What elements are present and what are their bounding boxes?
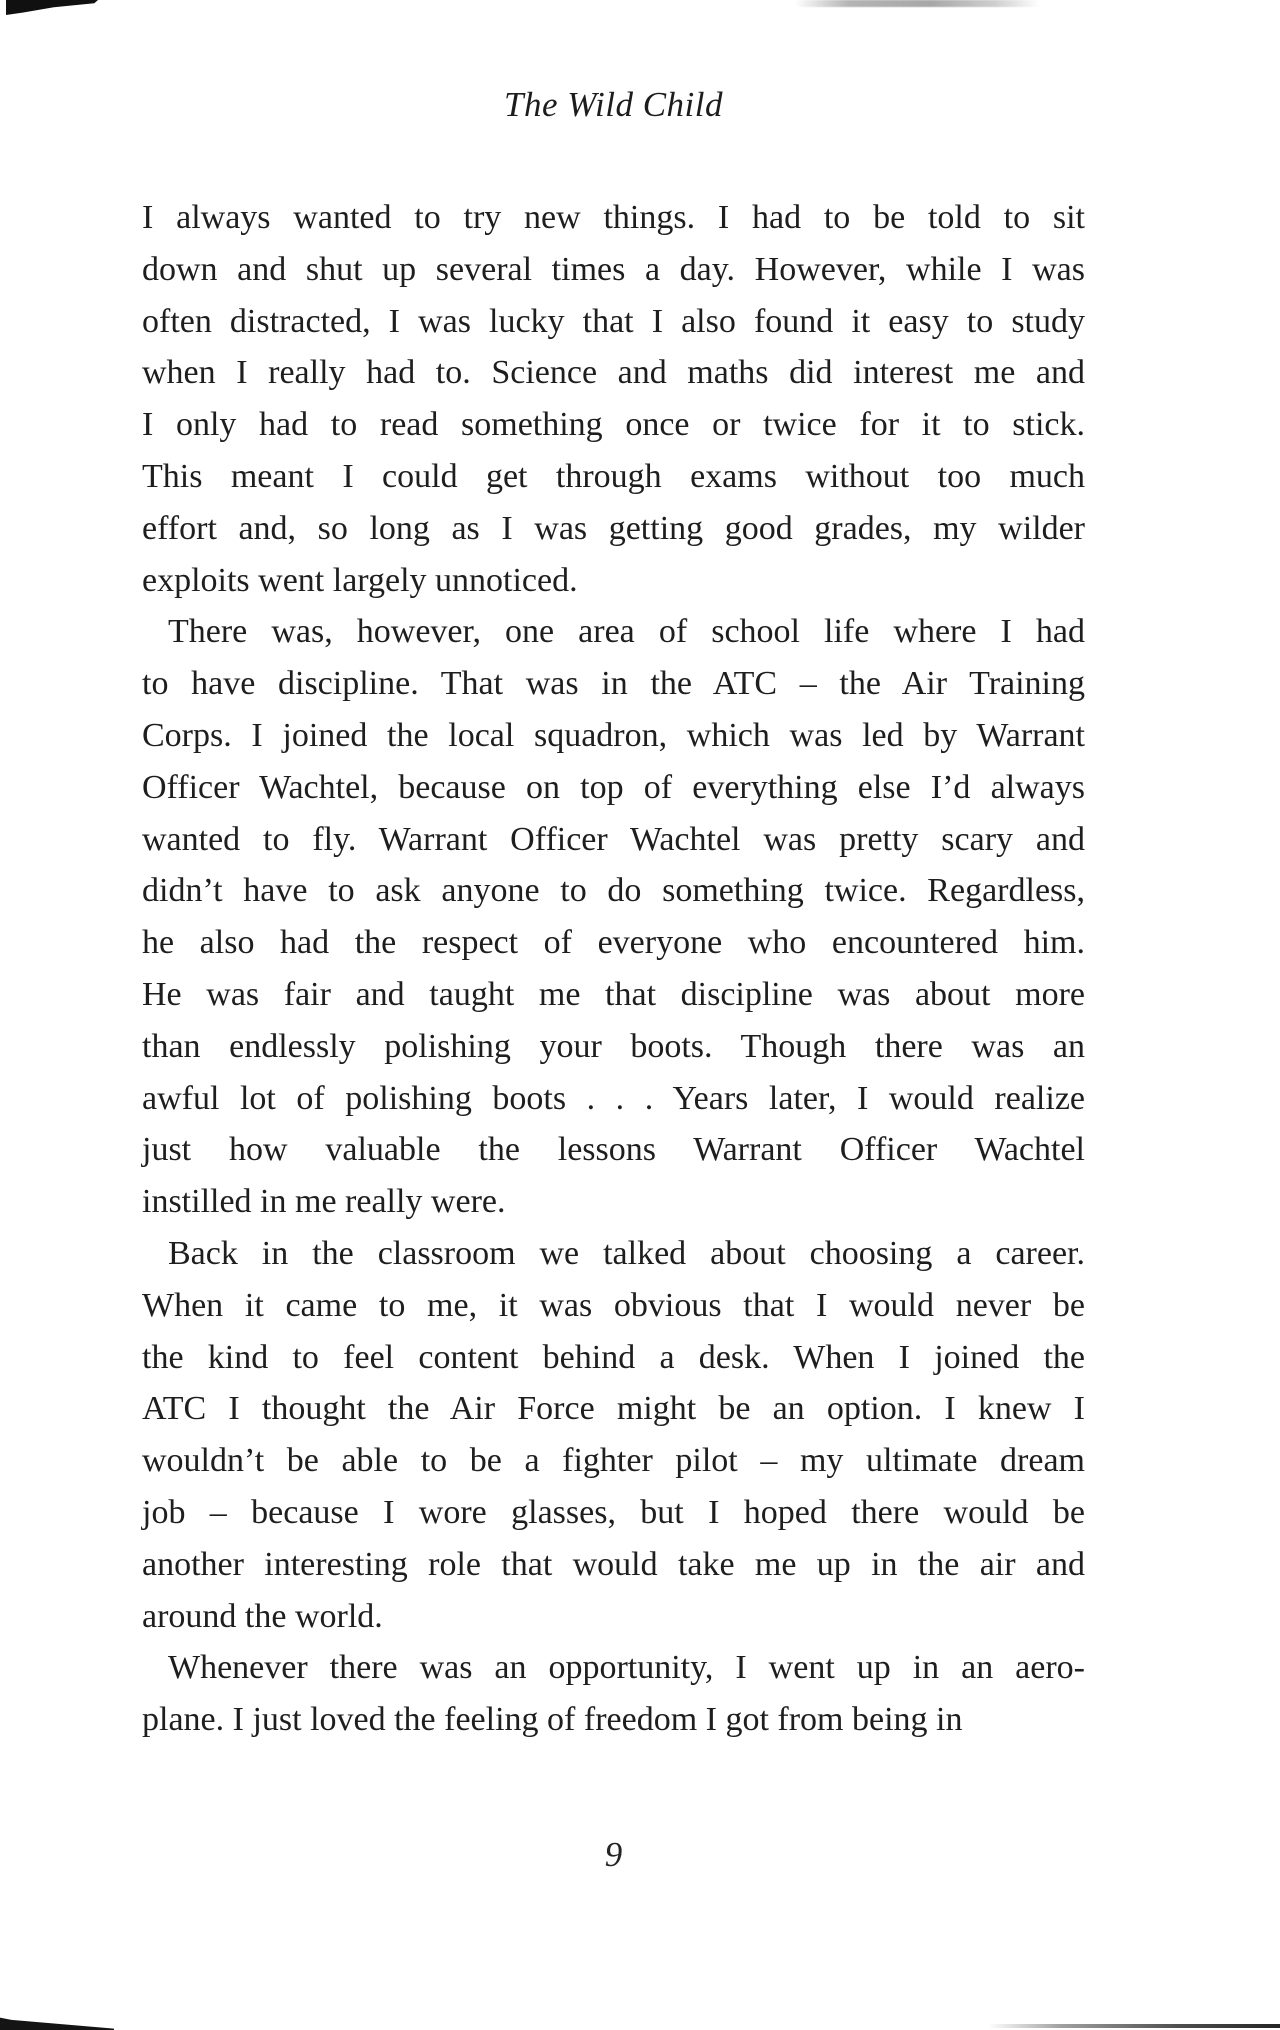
text-line: He was fair and taught me that discipline was about more <box>142 975 1085 1013</box>
page-number: 9 <box>604 1835 623 1874</box>
text-line: I always wanted to try new things. I had to be told to sit <box>142 199 1085 236</box>
text-line: Officer Wachtel, because on top of everything else I’d always <box>142 768 1085 806</box>
text-line: when I really had to. Science and maths did interest me and <box>142 354 1085 392</box>
scan-artifact-top-left-wedge <box>6 0 98 15</box>
text-line: awful lot of polishing boots . . . Years later, I would realize <box>142 1079 1085 1117</box>
scan-artifact-bottom-left-wedge <box>0 2016 114 2030</box>
text-line: Back in the classroom we talked about choosing a career. <box>168 1234 1085 1272</box>
text-line: ATC I thought the Air Force might be an option. I knew I <box>142 1390 1085 1428</box>
text-line: exploits went largely unnoticed. <box>142 561 578 599</box>
text-line: than endlessly polishing your boots. Though there was an <box>142 1027 1085 1065</box>
text-line: to have discipline. That was in the ATC – the Air Training <box>142 665 1085 703</box>
text-line: I only had to read something once or twice for it to stick. <box>142 406 1085 444</box>
text-line: plane. I just loved the feeling of freedom I got from being in <box>142 1701 963 1739</box>
text-line: down and shut up several times a day. However, while I was <box>142 250 1085 288</box>
scan-artifact-bottom-right-line <box>988 2024 1280 2028</box>
text-line: the kind to feel content behind a desk. When I joined the <box>142 1338 1085 1376</box>
text-line: When it came to me, it was obvious that I would never be <box>142 1286 1085 1324</box>
text-line: wanted to fly. Warrant Officer Wachtel was pretty scary and <box>142 820 1085 858</box>
text-line: instilled in me really were. <box>142 1183 506 1221</box>
text-line: another interesting role that would take me up in the air and <box>142 1545 1085 1583</box>
text-line: often distracted, I was lucky that I also found it easy to study <box>142 302 1085 340</box>
text-line: wouldn’t be able to be a fighter pilot – my ultimate dream <box>142 1442 1085 1480</box>
text-line: effort and, so long as I was getting good grades, my wilder <box>142 509 1085 547</box>
text-line: There was, however, one area of school life where I had <box>168 613 1085 651</box>
text-line: job – because I wore glasses, but I hoped there would be <box>142 1493 1085 1531</box>
text-line: Whenever there was an opportunity, I went up in an aero- <box>168 1649 1085 1687</box>
running-head-title: The Wild Child <box>504 85 723 124</box>
text-line: he also had the respect of everyone who encountered him. <box>142 924 1085 962</box>
body-text-block <box>142 192 1085 1746</box>
scan-artifact-top-right-smudge <box>795 0 1040 7</box>
text-line: This meant I could get through exams without too much <box>142 457 1085 495</box>
text-line: Corps. I joined the local squadron, which was led by Warrant <box>142 716 1085 754</box>
text-line: didn’t have to ask anyone to do something twice. Regardless, <box>142 872 1085 910</box>
text-line: just how valuable the lessons Warrant Officer Wachtel <box>142 1131 1085 1169</box>
text-line: around the world. <box>142 1597 383 1635</box>
